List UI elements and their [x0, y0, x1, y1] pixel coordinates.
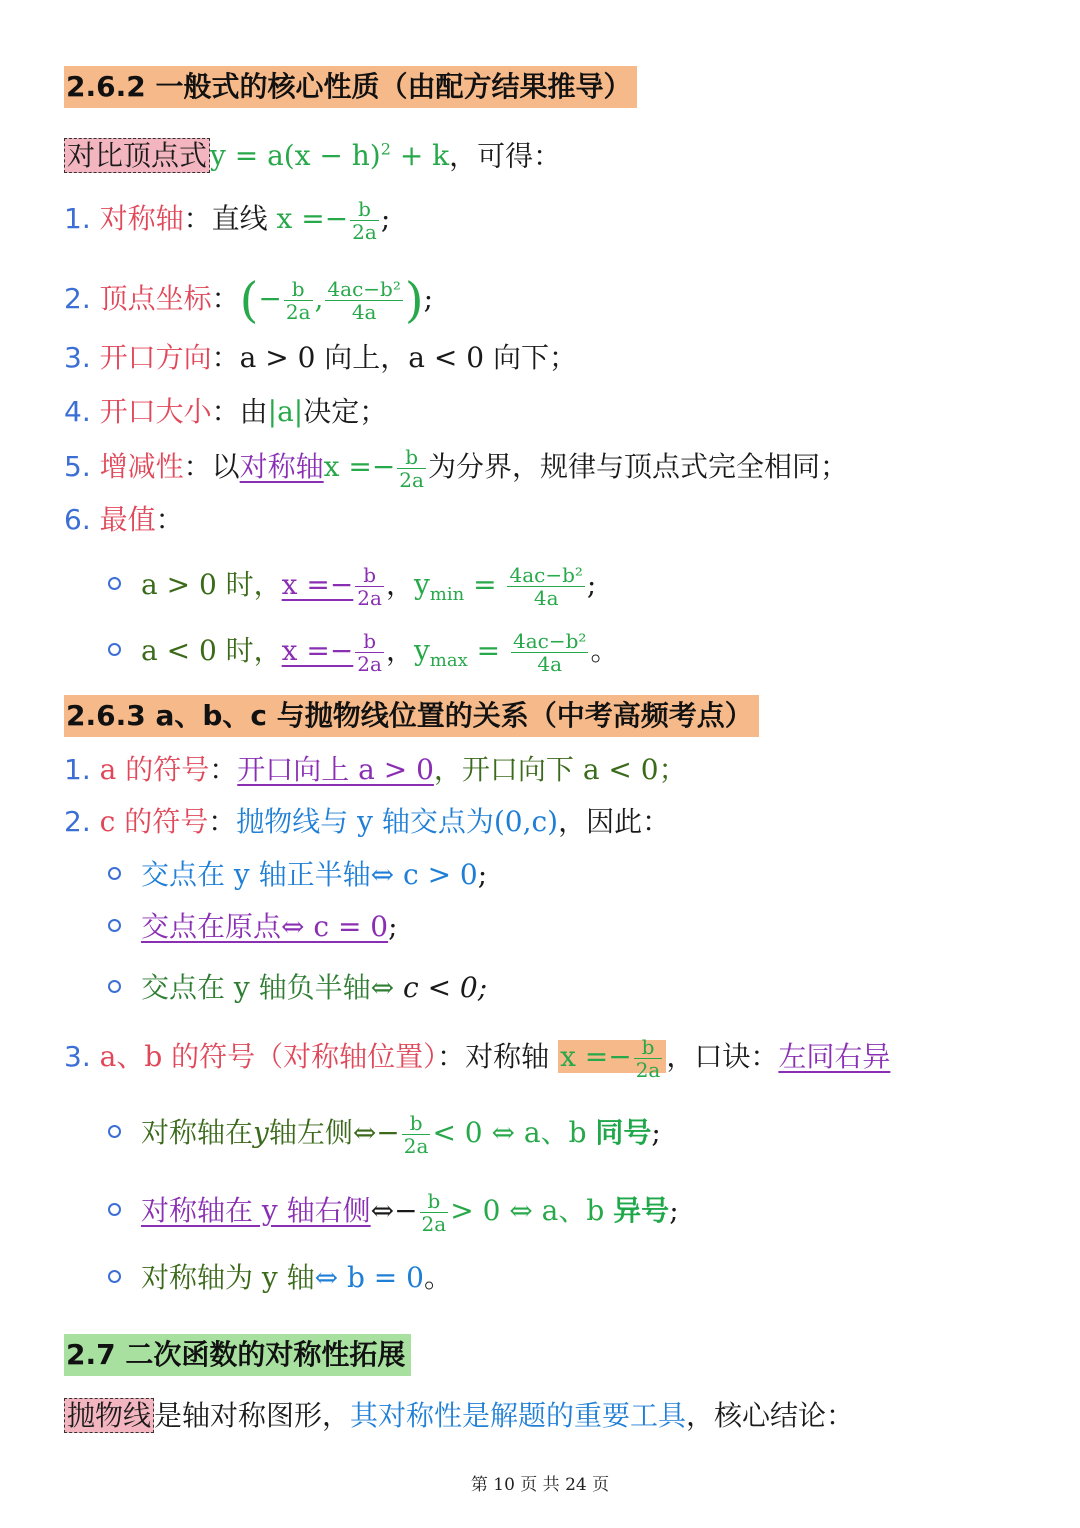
intro-line: 对比顶点式 $y = a(x - h)^2 + k$，可得：: [64, 130, 561, 176]
property-vertex: 2. 顶点坐标：(− $\frac{b}{2a}$ , $\frac{\text{4ac−b²}}{4a}$ );: [64, 272, 434, 329]
bullet-icon: [108, 643, 121, 656]
c-negative: 交点在 y 轴负半轴⇔ c < 0;: [108, 968, 487, 1008]
section-heading-2-6-2: 2.6.2 一般式的核心性质（由配方结果推导）: [64, 66, 637, 108]
page-footer: 第 10 页 共 24 页: [470, 1475, 610, 1495]
axis-right: 对称轴在 y 轴右侧⇔− $\frac{b}{2a}$ > 0 ⇔ a、b 异号;: [108, 1190, 679, 1235]
property-extremum: 6. 最值：: [64, 503, 184, 536]
section-heading-2-7: 2.7 二次函数的对称性拓展: [64, 1334, 411, 1376]
bullet-icon: [108, 980, 121, 993]
highlight-box: 抛物线: [64, 1398, 154, 1433]
bullet-icon: [108, 919, 121, 932]
bullet-icon: [108, 1203, 121, 1216]
bullet-icon: [108, 577, 121, 590]
extremum-max: a < 0 时，x =− $\frac{b}{2a}$ ，$y_{max}$ = $\frac{\text{4ac−b²}}{4a}$ 。: [108, 630, 618, 681]
extremum-min: a > 0 时，x =− $\frac{b}{2a}$ ，$y_{min}$ = $\frac{\text{4ac−b²}}{4a}$ ;: [108, 564, 596, 615]
sign-ab: 3. a、b 的符号（对称轴位置）：对称轴 x =− $\frac{b}{2a}$ ，口诀：左同右异: [64, 1035, 891, 1082]
bullet-icon: [108, 1270, 121, 1283]
property-axis: 1. 对称轴：直线 x =− $\frac{b}{2a}$ ;: [64, 197, 391, 244]
property-size: 4. 开口大小：由|a|决定；: [64, 395, 388, 428]
property-monotonic: 5. 增减性：以对称轴x =− $\frac{b}{2a}$ 为分界，规律与顶点式完全相同；: [64, 445, 848, 492]
axis-left: 对称轴在y轴左侧⇔− $\frac{b}{2a}$ < 0 ⇔ a、b 同号;: [108, 1112, 661, 1157]
bullet-icon: [108, 867, 121, 880]
highlight-box: 对比顶点式: [64, 138, 210, 173]
c-positive: 交点在 y 轴正半轴⇔ c > 0;: [108, 855, 487, 895]
bullet-icon: [108, 1125, 121, 1138]
symmetry-intro: 抛物线 是轴对称图形，其对称性是解题的重要工具，核心结论：: [64, 1396, 854, 1436]
sign-a: 1. a 的符号：开口向上 a > 0，开口向下 a < 0；: [64, 753, 687, 786]
vertex-formula: $y = a(x - h)^2 + k$: [210, 139, 450, 173]
section-heading-2-6-3: 2.6.3 a、b、c 与抛物线位置的关系（中考高频考点）: [64, 695, 759, 737]
c-zero: 交点在原点⇔ c = 0;: [108, 907, 398, 947]
axis-yaxis: 对称轴为 y 轴⇔ b = 0。: [108, 1258, 452, 1298]
sign-c: 2. c 的符号：抛物线与 y 轴交点为(0,c)，因此：: [64, 805, 671, 838]
property-direction: 3. 开口方向：a > 0 向上，a < 0 向下；: [64, 341, 577, 374]
